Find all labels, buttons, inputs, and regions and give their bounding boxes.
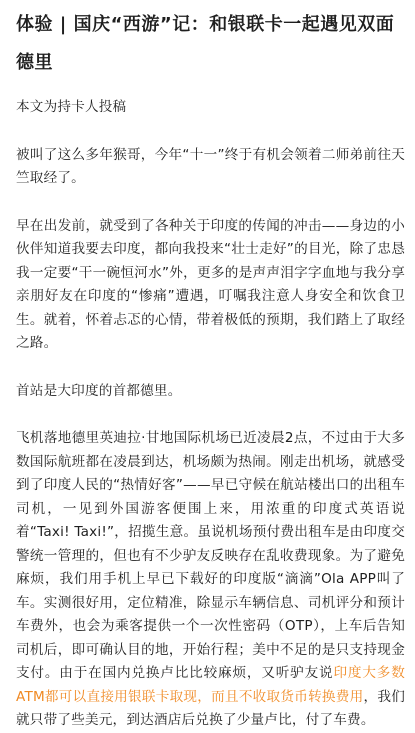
paragraph-before-trip: 早在出发前，就受到了各种关于印度的传闻的冲击——身边的小伙伴知道我要去印度，都向我投来“壮士走好”的目光，除了忠恳我一定要“干一碗恒河水”外，更多的是声声泪字字血地与我分享亲朋好友在印度的“惨痛”遭遇，叮嘱我注意人身安全和饮食卫生。就着，怀着忐忑的心情，带着极低的预期，我们踏上了取经之路。 xyxy=(16,217,405,351)
arrival-text-end: ，我们就只带了些美元，到达酒店后兑换了少量卢比，付了车费。 xyxy=(16,688,405,728)
byline: 本文为持卡人投稿 xyxy=(16,99,127,115)
paragraph-arrival xyxy=(16,427,405,733)
paragraph-first-stop: 首站是大印度的首都德里。 xyxy=(16,382,182,399)
unionpay-atm-highlight: 印度大多数ATM都可以直接用银联卡取现，而且不收取货币转换费用 xyxy=(16,665,406,705)
article-title: 体验 | 国庆“西游”记：和银联卡一起遇见双面德里 xyxy=(16,14,395,73)
arrival-text-start: 飞机落地德里英迪拉·甘地国际机场已近凌晨2点，不过由于大多数国际航班都在凌晨到达，机场颇为热闹。刚走出机场，就感受到了印度人民的“热情好客”——早已守候在航站楼出口的出租车司机，一见到外国游客便围上来，用浓重的印度式英语说着“Taxi! Taxi!”，招揽生意。虽说机场预付费出租车是由印度交警统一管理的，但也有不少驴友反映存在乱收费现象。为了避免麻烦，我们用手机上早已下载好的印度版“滴滴”Ola APP叫了车。实测很好用，定位精准，除显示车辆信息、司机评分和预计车费外，也会为乘客提供一个一次性密码（OTP），上车后告知司机后，即可确认目的地，开始行程；美中不足的是只支持现金支付。由于在国内兑换卢比比较麻烦，又听驴友说 xyxy=(16,430,405,681)
paragraph-intro: 被叫了这么多年猴哥，今年“十一”终于有机会领着二师弟前往天竺取经了。 xyxy=(16,146,405,186)
